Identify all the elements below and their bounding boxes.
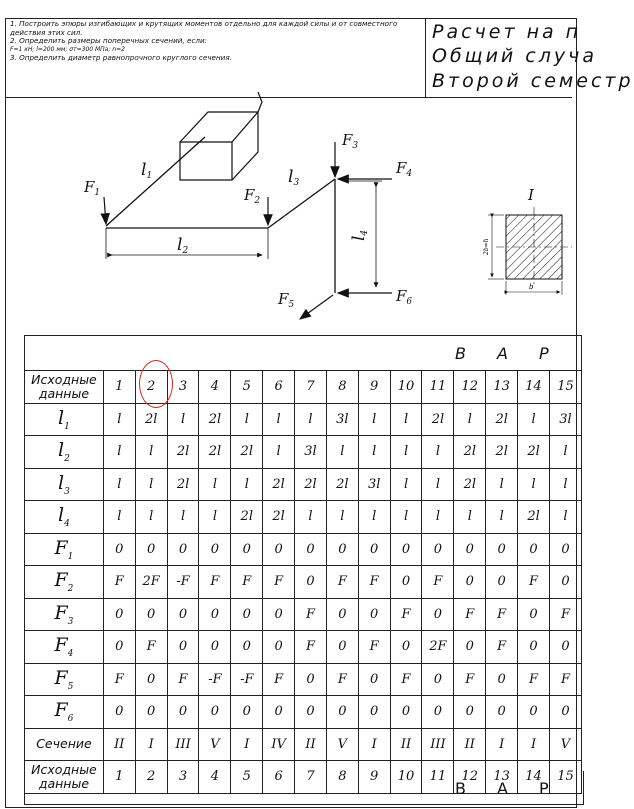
section-width-label: b: [529, 283, 534, 291]
variant-number: 12: [454, 761, 486, 794]
table-cell: 2l: [199, 436, 231, 469]
variant-number: 10: [390, 761, 422, 794]
table-cell: 0: [199, 631, 231, 664]
label-l4: $l_4$: [349, 229, 370, 241]
variant-number: 4: [199, 761, 231, 794]
table-cell: l: [390, 501, 422, 534]
table-cell: 2l: [135, 403, 167, 436]
table-cell: F: [103, 663, 135, 696]
table-cell: l: [263, 403, 295, 436]
table-cell: 2F: [422, 631, 454, 664]
table-cell: 0: [390, 631, 422, 664]
table-cell: F: [390, 663, 422, 696]
table-cell: 2l: [263, 468, 295, 501]
variant-number: 12: [454, 371, 486, 404]
table-cell: l: [486, 501, 518, 534]
table-cell: l: [199, 501, 231, 534]
cross-section: [483, 186, 572, 295]
table-cell: 0: [263, 696, 295, 729]
task-list: [10, 20, 420, 63]
section-cell: II: [454, 728, 486, 761]
table-cell: 0: [518, 533, 550, 566]
table-cell: F: [486, 598, 518, 631]
table-cell: 2l: [486, 403, 518, 436]
table-cell: F: [263, 566, 295, 599]
table-cell: l: [326, 501, 358, 534]
section-cell: V: [326, 728, 358, 761]
table-cell: l: [295, 403, 327, 436]
row-symbol: $l_1$: [25, 403, 104, 436]
table-cell: 0: [135, 696, 167, 729]
table-cell: l: [295, 501, 327, 534]
table-cell: 2l: [518, 436, 550, 469]
table-cell: l: [103, 403, 135, 436]
label-f2: $F_2$: [244, 186, 261, 206]
table-cell: l: [103, 436, 135, 469]
table-cell: F: [358, 631, 390, 664]
table-cell: 0: [326, 598, 358, 631]
table-cell: 0: [103, 533, 135, 566]
table-cell: 0: [295, 663, 327, 696]
variant-number: 14: [518, 371, 550, 404]
table-cell: 0: [167, 533, 199, 566]
variant-number: 5: [231, 761, 263, 794]
label-l1: $l_1$: [141, 160, 153, 181]
table-cell: 3l: [295, 436, 327, 469]
table-cell: 0: [422, 663, 454, 696]
table-cell: F: [295, 598, 327, 631]
row-symbol: $F_3$: [25, 598, 104, 631]
variant-number: 8: [326, 371, 358, 404]
table-cell: l: [103, 501, 135, 534]
table-cell: 0: [518, 631, 550, 664]
title-line-3: Второй семестр: [432, 70, 634, 92]
table-cell: l: [390, 436, 422, 469]
table-cell: F: [295, 631, 327, 664]
row-symbol: $l_3$: [25, 468, 104, 501]
table-cell: F: [486, 631, 518, 664]
title-line-1: Расчет на п: [432, 21, 582, 43]
table-cell: l: [231, 468, 263, 501]
title-divider: [425, 18, 426, 97]
header-row: [25, 371, 582, 404]
task-2: 2. Определить размеры поперечных сечений, если:: [10, 36, 208, 46]
variant-letter: А: [497, 343, 508, 363]
table-cell: 0: [135, 533, 167, 566]
variant-number: 8: [326, 761, 358, 794]
table-cell: F: [103, 566, 135, 599]
table-cell: l: [486, 468, 518, 501]
variant-number: 5: [231, 371, 263, 404]
selected-variant-highlight: [139, 360, 173, 408]
label-f4: $F_4$: [396, 159, 413, 179]
variant-number: 7: [295, 371, 327, 404]
table-cell: -F: [199, 663, 231, 696]
table-cell: 0: [454, 631, 486, 664]
table-cell: -F: [167, 566, 199, 599]
table-cell: l: [231, 403, 263, 436]
table-cell: 0: [295, 533, 327, 566]
title-line-2: Общий случа: [432, 45, 598, 67]
table-cell: 2l: [231, 436, 263, 469]
variants-table: [24, 335, 582, 794]
table-cell: 0: [358, 533, 390, 566]
table-cell: F: [518, 663, 550, 696]
variant-number: 2: [135, 371, 167, 404]
table-cell: 0: [326, 533, 358, 566]
variant-number: 1: [103, 371, 135, 404]
section-cell: II: [103, 728, 135, 761]
table-cell: 3l: [358, 468, 390, 501]
label-f1: $F_1$: [84, 178, 101, 198]
table-cell: 2l: [454, 436, 486, 469]
section-cell: I: [358, 728, 390, 761]
table-cell: 0: [358, 598, 390, 631]
table-cell: 0: [199, 533, 231, 566]
table-cell: l: [199, 468, 231, 501]
table-cell: 0: [518, 696, 550, 729]
section-mark: I: [528, 186, 534, 204]
table-cell: 0: [390, 696, 422, 729]
label-f6: $F_6$: [396, 287, 413, 307]
table-cell: 2l: [231, 501, 263, 534]
table-cell: 0: [486, 533, 518, 566]
table-row: [25, 598, 582, 631]
task-1: 1. Построить эпюры изгибающих и крутящих моментов отдельно для каждой силы и от совместного действия этих сил.: [10, 19, 398, 37]
table-cell: 0: [263, 598, 295, 631]
table-cell: 0: [358, 696, 390, 729]
table-cell: 0: [422, 533, 454, 566]
variant-number: 6: [263, 761, 295, 794]
table-cell: l: [358, 403, 390, 436]
table-cell: F: [199, 566, 231, 599]
table-cell: l: [358, 436, 390, 469]
bottom-variant-row: [24, 771, 584, 805]
variant-number: 7: [295, 761, 327, 794]
section-cell: III: [422, 728, 454, 761]
row-symbol: $l_4$: [25, 501, 104, 534]
table-cell: l: [263, 436, 295, 469]
section-height-label: 2b=h: [483, 238, 490, 255]
table-cell: l: [167, 501, 199, 534]
force-arrows: [104, 142, 392, 319]
section-cell: I: [518, 728, 550, 761]
table-cell: 0: [549, 696, 581, 729]
table-cell: l: [135, 501, 167, 534]
table-cell: 0: [103, 696, 135, 729]
table-cell: 0: [454, 533, 486, 566]
table-cell: 2l: [518, 501, 550, 534]
label-f3: $F_3$: [342, 131, 359, 151]
table-cell: 0: [263, 533, 295, 566]
table-cell: 0: [454, 696, 486, 729]
table-cell: 0: [167, 696, 199, 729]
footer-label: Исходные данные: [25, 761, 104, 794]
table-cell: F: [358, 566, 390, 599]
bottom-variant-word: В А Р: [455, 779, 549, 798]
variant-number: 2: [135, 761, 167, 794]
variant-letter: Р: [539, 343, 549, 363]
table-cell: 0: [549, 533, 581, 566]
task-2-params: F=1 кН; l=200 мм; σт=300 МПа; n=2: [10, 45, 125, 53]
table-cell: l: [549, 468, 581, 501]
table-cell: F: [549, 598, 581, 631]
fixed-support: [180, 92, 262, 180]
table-cell: l: [454, 403, 486, 436]
table-cell: F: [518, 566, 550, 599]
table-cell: 2l: [326, 468, 358, 501]
variant-number: 9: [358, 761, 390, 794]
table-cell: l: [103, 468, 135, 501]
label-l3: $l_3$: [288, 167, 300, 188]
section-cell: III: [167, 728, 199, 761]
variant-number: 13: [486, 761, 518, 794]
section-cell: I: [135, 728, 167, 761]
table-cell: l: [518, 468, 550, 501]
table-row: [25, 696, 582, 729]
table-cell: 0: [326, 631, 358, 664]
table-cell: 0: [326, 696, 358, 729]
table-cell: 3l: [549, 403, 581, 436]
table-cell: l: [390, 403, 422, 436]
table-cell: 0: [135, 663, 167, 696]
variant-title: [25, 336, 582, 371]
table-cell: l: [358, 501, 390, 534]
variant-title-row: [25, 336, 582, 371]
section-cell: IV: [263, 728, 295, 761]
task-3: 3. Определить диаметр равнопрочного круглого сечения.: [10, 53, 232, 63]
table-cell: 2l: [263, 501, 295, 534]
section-label: Сечение: [25, 728, 104, 761]
variant-number: 1: [103, 761, 135, 794]
table-cell: l: [135, 436, 167, 469]
row-symbol: $F_4$: [25, 631, 104, 664]
table-cell: F: [454, 598, 486, 631]
table-cell: l: [390, 468, 422, 501]
table-row: [25, 468, 582, 501]
table-cell: 2F: [135, 566, 167, 599]
table-cell: 0: [390, 533, 422, 566]
table-row: [25, 436, 582, 469]
variant-number: 3: [167, 371, 199, 404]
variant-number: 13: [486, 371, 518, 404]
table-cell: l: [135, 468, 167, 501]
table-cell: 0: [263, 631, 295, 664]
row-symbol: $F_6$: [25, 696, 104, 729]
table-cell: 0: [167, 598, 199, 631]
table-row: [25, 501, 582, 534]
table-row: [25, 533, 582, 566]
table-cell: 0: [231, 631, 263, 664]
table-cell: 2l: [199, 403, 231, 436]
beam-scheme-drawing: [0, 97, 572, 335]
label-f5: $F_5$: [278, 290, 295, 310]
table-cell: 0: [358, 663, 390, 696]
table-cell: 0: [231, 533, 263, 566]
table-cell: -F: [231, 663, 263, 696]
row-symbol: $F_5$: [25, 663, 104, 696]
table-cell: 0: [103, 598, 135, 631]
table-cell: F: [326, 663, 358, 696]
table-cell: l: [549, 501, 581, 534]
variant-number: 11: [422, 371, 454, 404]
table-cell: 0: [549, 631, 581, 664]
table-cell: 2l: [454, 468, 486, 501]
variant-number: 11: [422, 761, 454, 794]
section-cell: V: [199, 728, 231, 761]
table-cell: 0: [231, 696, 263, 729]
table-cell: 2l: [295, 468, 327, 501]
table-cell: 0: [486, 663, 518, 696]
table-cell: 0: [199, 696, 231, 729]
variant-number: 9: [358, 371, 390, 404]
table-cell: 0: [486, 696, 518, 729]
section-cell: I: [486, 728, 518, 761]
table-cell: F: [454, 663, 486, 696]
table-cell: 2l: [167, 436, 199, 469]
table-cell: 0: [422, 696, 454, 729]
table-cell: l: [167, 403, 199, 436]
table-cell: F: [263, 663, 295, 696]
table-cell: 0: [390, 566, 422, 599]
table-row: [25, 631, 582, 664]
table-row: [25, 663, 582, 696]
table-cell: 0: [454, 566, 486, 599]
table-cell: 0: [486, 566, 518, 599]
row-symbol: $F_2$: [25, 566, 104, 599]
table-cell: 0: [135, 598, 167, 631]
variant-number: 15: [549, 371, 581, 404]
table-cell: 3l: [326, 403, 358, 436]
variant-number: 4: [199, 371, 231, 404]
section-cell: I: [231, 728, 263, 761]
variant-number: 15: [549, 761, 581, 794]
table-cell: 0: [295, 696, 327, 729]
table-row: [25, 566, 582, 599]
table-cell: F: [390, 598, 422, 631]
variant-number: 3: [167, 761, 199, 794]
table-cell: 0: [518, 598, 550, 631]
table-cell: F: [326, 566, 358, 599]
table-cell: 0: [167, 631, 199, 664]
variant-letter: В: [455, 343, 466, 363]
header-label: Исходные данные: [25, 371, 104, 404]
table-cell: l: [422, 436, 454, 469]
table-cell: 2l: [422, 403, 454, 436]
table-cell: 2l: [167, 468, 199, 501]
row-symbol: $l_2$: [25, 436, 104, 469]
table-cell: l: [326, 436, 358, 469]
table-cell: 0: [295, 566, 327, 599]
section-cell: II: [390, 728, 422, 761]
table-cell: 0: [231, 598, 263, 631]
variant-number: 10: [390, 371, 422, 404]
variant-number: 6: [263, 371, 295, 404]
table-cell: l: [454, 501, 486, 534]
table-cell: 0: [549, 566, 581, 599]
table-cell: F: [135, 631, 167, 664]
table-row: [25, 403, 582, 436]
table-cell: 0: [199, 598, 231, 631]
section-cell: V: [549, 728, 581, 761]
table-cell: F: [422, 566, 454, 599]
table-cell: F: [167, 663, 199, 696]
table-cell: l: [422, 501, 454, 534]
table-cell: l: [422, 468, 454, 501]
variant-number: 14: [518, 761, 550, 794]
table-cell: F: [549, 663, 581, 696]
table-cell: F: [231, 566, 263, 599]
label-l2: $l_2$: [177, 235, 189, 256]
table-cell: 0: [103, 631, 135, 664]
table-cell: 2l: [486, 436, 518, 469]
table-cell: 0: [422, 598, 454, 631]
row-symbol: $F_1$: [25, 533, 104, 566]
table-cell: l: [518, 403, 550, 436]
table-cell: l: [549, 436, 581, 469]
section-cell: II: [295, 728, 327, 761]
section-row: [25, 728, 582, 761]
